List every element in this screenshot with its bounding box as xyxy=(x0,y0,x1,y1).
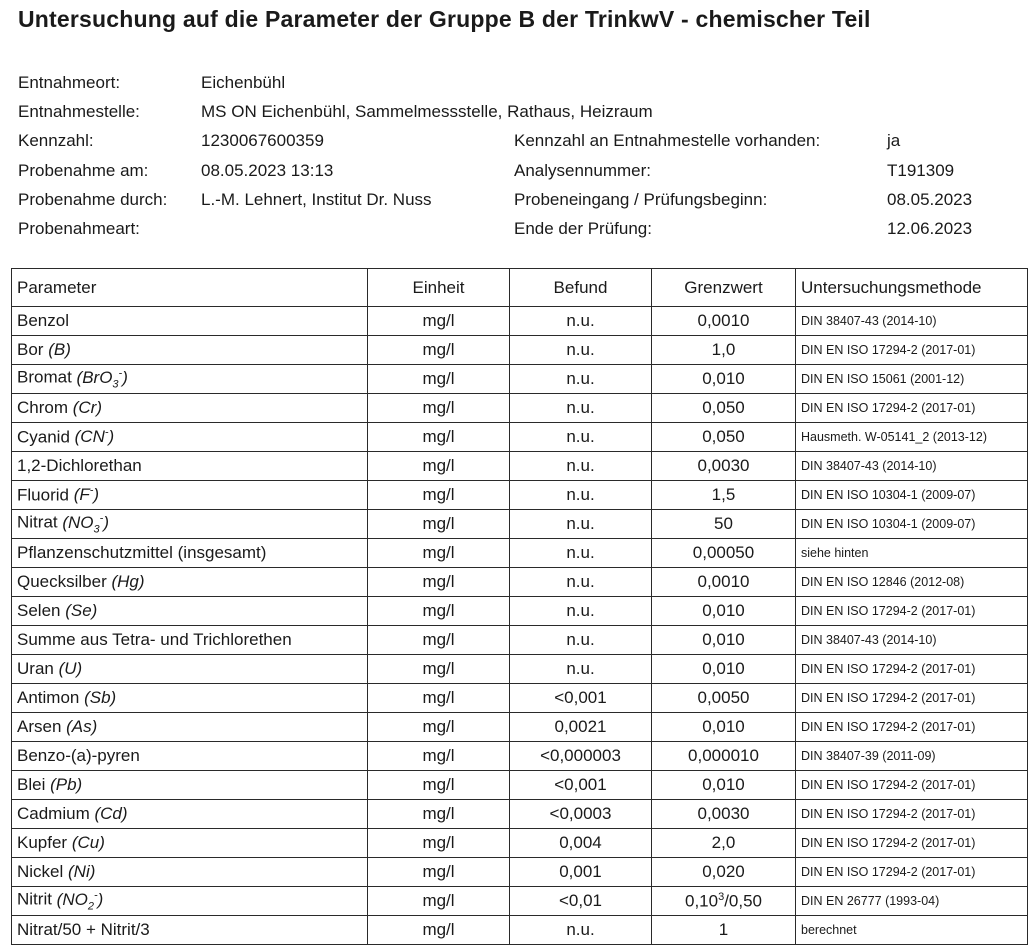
parameter-name: Bor xyxy=(17,340,49,359)
chemical-formula xyxy=(66,717,97,736)
table-row xyxy=(12,568,1028,597)
cell-limit xyxy=(652,742,796,771)
table-row xyxy=(12,365,1028,394)
formula-base: (Ni) xyxy=(68,862,96,881)
formula-base: (Cr) xyxy=(72,398,102,417)
cell-parameter xyxy=(12,568,368,597)
formula-end: ) xyxy=(93,485,100,505)
sample-info-value: 08.05.2023 xyxy=(887,189,973,209)
cell-result: 0,004 xyxy=(510,829,652,858)
formula-base: (B) xyxy=(48,340,71,359)
parameter-name: Pflanzenschutzmittel (insgesamt) xyxy=(17,543,267,562)
table-row xyxy=(12,539,1028,568)
cell-method: DIN EN ISO 17294-2 (2017-01) xyxy=(796,771,1028,800)
cell-unit: mg/l xyxy=(368,626,510,655)
formula-base: (NO xyxy=(56,890,88,910)
formula-superscript: - xyxy=(89,484,94,497)
limit-value: 0,010 xyxy=(702,630,745,649)
cell-unit: mg/l xyxy=(368,336,510,365)
cell-limit xyxy=(652,307,796,336)
cell-method: DIN EN ISO 17294-2 (2017-01) xyxy=(796,684,1028,713)
cell-method: DIN 38407-43 (2014-10) xyxy=(796,626,1028,655)
chemical-formula xyxy=(73,398,102,417)
cell-result: n.u. xyxy=(510,481,652,510)
cell-limit xyxy=(652,336,796,365)
parameter-name: Nitrat xyxy=(17,513,63,533)
parameter-name: Arsen xyxy=(17,717,67,736)
cell-limit xyxy=(652,713,796,742)
parameter-name: Fluorid xyxy=(17,485,74,505)
sample-info-label: Kennzahl: xyxy=(18,131,94,151)
cell-method: DIN EN ISO 17294-2 (2017-01) xyxy=(796,713,1028,742)
chemical-formula xyxy=(56,889,104,913)
cell-unit: mg/l xyxy=(368,307,510,336)
table-header-row xyxy=(12,269,1028,307)
table-row xyxy=(12,394,1028,423)
sample-info-row xyxy=(18,68,1018,97)
cell-limit xyxy=(652,684,796,713)
cell-limit xyxy=(652,829,796,858)
cell-unit: mg/l xyxy=(368,916,510,945)
formula-base: (BrO xyxy=(76,368,113,388)
cell-parameter xyxy=(12,829,368,858)
cell-limit xyxy=(652,655,796,684)
cell-parameter xyxy=(12,771,368,800)
formula-subscript: 3 xyxy=(93,523,100,536)
limit-value: 50 xyxy=(714,514,733,533)
parameter-name: Nitrit xyxy=(17,890,57,910)
sample-info-label: Probeneingang / Prüfungsbeginn: xyxy=(514,189,768,209)
cell-method: DIN EN ISO 17294-2 (2017-01) xyxy=(796,858,1028,887)
limit-value: 0,0010 xyxy=(697,311,750,330)
page-title: Untersuchung auf die Parameter der Gruppe B der TrinkwV - chemischer Teil xyxy=(18,6,871,32)
limit-value: 0,0010 xyxy=(697,572,750,591)
cell-parameter xyxy=(12,336,368,365)
formula-base: (NO xyxy=(62,513,94,533)
limit-value: 0,010 xyxy=(702,601,745,620)
cell-parameter xyxy=(12,510,368,539)
cell-method: DIN EN 26777 (1993-04) xyxy=(796,887,1028,916)
sample-info-value: ja xyxy=(887,131,901,151)
parameter-name: Summe aus Tetra- und Trichlorethen xyxy=(17,630,292,649)
cell-result: n.u. xyxy=(510,394,652,423)
parameter-name: Nickel xyxy=(17,862,69,881)
cell-limit xyxy=(652,481,796,510)
cell-unit: mg/l xyxy=(368,481,510,510)
cell-result: n.u. xyxy=(510,452,652,481)
cell-method: DIN EN ISO 17294-2 (2017-01) xyxy=(796,336,1028,365)
cell-result: <0,001 xyxy=(510,771,652,800)
limit-value: 0,10 xyxy=(684,891,719,911)
sample-info-label: Probenahme durch: xyxy=(18,189,168,209)
formula-superscript: - xyxy=(104,426,109,439)
sample-info-label: Ende der Prüfung: xyxy=(514,218,652,238)
cell-method: siehe hinten xyxy=(796,539,1028,568)
table-row xyxy=(12,597,1028,626)
table-row xyxy=(12,307,1028,336)
cell-unit: mg/l xyxy=(368,771,510,800)
cell-unit: mg/l xyxy=(368,800,510,829)
chemical-formula xyxy=(94,804,127,823)
header-result: Befund xyxy=(510,269,652,307)
limit-value: 0,00050 xyxy=(692,543,755,562)
chemical-formula xyxy=(68,862,95,881)
table-row xyxy=(12,626,1028,655)
cell-limit xyxy=(652,858,796,887)
cell-parameter xyxy=(12,307,368,336)
formula-end: ) xyxy=(97,890,104,910)
limit-value: 0,000010 xyxy=(688,746,759,765)
sample-info xyxy=(18,68,1018,243)
parameter-name: Blei xyxy=(17,775,51,794)
limit-value: 0,020 xyxy=(702,862,745,881)
sample-info-value: MS ON Eichenbühl, Sammelmessstelle, Rathaus, Heizraum xyxy=(201,102,653,122)
cell-limit xyxy=(652,887,796,916)
cell-limit xyxy=(652,597,796,626)
cell-parameter xyxy=(12,655,368,684)
formula-superscript: - xyxy=(99,512,104,525)
cell-parameter xyxy=(12,626,368,655)
cell-result: n.u. xyxy=(510,597,652,626)
header-parameter: Parameter xyxy=(12,269,368,307)
parameter-name: Antimon xyxy=(17,688,85,707)
cell-method: DIN EN ISO 17294-2 (2017-01) xyxy=(796,829,1028,858)
cell-result: 0,0021 xyxy=(510,713,652,742)
table-row xyxy=(12,481,1028,510)
cell-result: <0,0003 xyxy=(510,800,652,829)
header-method: Untersuchungsmethode xyxy=(796,269,1028,307)
cell-parameter xyxy=(12,742,368,771)
cell-limit xyxy=(652,423,796,452)
chemical-formula xyxy=(72,833,105,852)
table-row xyxy=(12,510,1028,539)
sample-info-row xyxy=(18,185,1018,214)
cell-method: DIN EN ISO 17294-2 (2017-01) xyxy=(796,800,1028,829)
header-unit: Einheit xyxy=(368,269,510,307)
limit-value: 0,010 xyxy=(702,775,745,794)
table-row xyxy=(12,655,1028,684)
formula-base: (Cu) xyxy=(71,833,105,852)
cell-parameter xyxy=(12,394,368,423)
parameter-name: Chrom xyxy=(17,398,73,417)
cell-limit xyxy=(652,800,796,829)
cell-method: Hausmeth. W-05141_2 (2013-12) xyxy=(796,423,1028,452)
cell-result: n.u. xyxy=(510,568,652,597)
cell-method: DIN EN ISO 10304-1 (2009-07) xyxy=(796,481,1028,510)
limit-value: 0,0030 xyxy=(697,456,750,475)
cell-limit xyxy=(652,539,796,568)
cell-result: 0,001 xyxy=(510,858,652,887)
formula-base: (Sb) xyxy=(84,688,117,707)
parameter-name: Quecksilber xyxy=(17,572,112,591)
cell-result: n.u. xyxy=(510,423,652,452)
parameter-name: Cadmium xyxy=(17,804,95,823)
cell-parameter xyxy=(12,887,368,916)
cell-limit xyxy=(652,916,796,945)
cell-limit xyxy=(652,771,796,800)
table-row xyxy=(12,423,1028,452)
cell-method: DIN 38407-43 (2014-10) xyxy=(796,452,1028,481)
sample-info-value: 08.05.2023 13:13 xyxy=(201,160,334,180)
cell-limit xyxy=(652,394,796,423)
sample-info-value: 1230067600359 xyxy=(201,131,324,151)
sample-info-row xyxy=(18,126,1018,155)
cell-limit xyxy=(652,365,796,394)
cell-unit: mg/l xyxy=(368,597,510,626)
cell-method: DIN EN ISO 12846 (2012-08) xyxy=(796,568,1028,597)
chemical-formula xyxy=(76,367,128,391)
cell-result: n.u. xyxy=(510,307,652,336)
sample-info-value: 12.06.2023 xyxy=(887,218,973,238)
table-row xyxy=(12,829,1028,858)
chemical-formula xyxy=(50,775,82,794)
formula-superscript: - xyxy=(118,367,123,380)
parameter-name: 1,2-Dichlorethan xyxy=(17,456,142,475)
cell-parameter xyxy=(12,452,368,481)
cell-method: berechnet xyxy=(796,916,1028,945)
table-row xyxy=(12,336,1028,365)
limit-value-extra: /0,50 xyxy=(724,891,763,911)
chemical-formula xyxy=(74,485,99,504)
cell-parameter xyxy=(12,916,368,945)
cell-method: DIN EN ISO 17294-2 (2017-01) xyxy=(796,597,1028,626)
limit-value: 0,050 xyxy=(702,398,745,417)
formula-superscript: - xyxy=(93,889,98,902)
cell-result: <0,001 xyxy=(510,684,652,713)
cell-method: DIN EN ISO 10304-1 (2009-07) xyxy=(796,510,1028,539)
limit-value: 1,0 xyxy=(711,340,736,359)
sample-info-value: L.-M. Lehnert, Institut Dr. Nuss xyxy=(201,189,432,209)
table-row xyxy=(12,771,1028,800)
table-row xyxy=(12,684,1028,713)
limit-value: 0,0030 xyxy=(697,804,750,823)
cell-parameter xyxy=(12,684,368,713)
cell-unit: mg/l xyxy=(368,684,510,713)
limit-value: 0,050 xyxy=(702,427,745,446)
cell-result: <0,000003 xyxy=(510,742,652,771)
cell-parameter xyxy=(12,423,368,452)
sample-info-value: T191309 xyxy=(887,160,955,180)
limit-value: 2,0 xyxy=(711,833,736,852)
limit-value: 1 xyxy=(718,920,729,939)
formula-subscript: 2 xyxy=(87,900,94,913)
parameter-name: Benzol xyxy=(17,311,69,330)
limit-value: 0,010 xyxy=(702,369,745,388)
chemical-formula xyxy=(111,572,144,591)
parameter-name: Benzo-(a)-pyren xyxy=(17,746,140,765)
table-row xyxy=(12,452,1028,481)
table-row xyxy=(12,713,1028,742)
formula-base: (Hg) xyxy=(111,572,145,591)
chemical-formula xyxy=(84,688,116,707)
sample-info-label: Entnahmeort: xyxy=(18,73,121,92)
cell-limit xyxy=(652,510,796,539)
cell-unit: mg/l xyxy=(368,887,510,916)
chemical-formula xyxy=(75,427,115,446)
sample-info-label: Analysennummer: xyxy=(514,160,652,180)
cell-method: DIN 38407-43 (2014-10) xyxy=(796,307,1028,336)
formula-base: (U) xyxy=(58,659,83,678)
parameter-name: Nitrat/50 + Nitrit/3 xyxy=(17,920,150,939)
cell-parameter xyxy=(12,858,368,887)
table-row xyxy=(12,742,1028,771)
table-row xyxy=(12,916,1028,945)
sample-info-label: Entnahmestelle: xyxy=(18,102,140,122)
formula-base: (Se) xyxy=(65,601,98,620)
sample-info-row xyxy=(18,156,1018,185)
formula-base: (Cd) xyxy=(94,804,128,823)
formula-base: (Pb) xyxy=(50,775,83,794)
parameter-name: Kupfer xyxy=(17,833,72,852)
cell-result: n.u. xyxy=(510,510,652,539)
cell-unit: mg/l xyxy=(368,423,510,452)
cell-unit: mg/l xyxy=(368,452,510,481)
cell-limit xyxy=(652,626,796,655)
parameter-name: Cyanid xyxy=(17,427,75,447)
cell-parameter xyxy=(12,713,368,742)
cell-parameter xyxy=(12,481,368,510)
limit-value: 0,0050 xyxy=(697,688,750,707)
cell-unit: mg/l xyxy=(368,858,510,887)
cell-result: n.u. xyxy=(510,365,652,394)
formula-base: (F xyxy=(73,485,90,505)
cell-result: n.u. xyxy=(510,626,652,655)
results-table xyxy=(11,268,1028,945)
chemical-formula xyxy=(62,512,109,536)
formula-end: ) xyxy=(108,427,115,447)
cell-result: <0,01 xyxy=(510,887,652,916)
formula-base: (As) xyxy=(66,717,98,736)
sample-info-value: Eichenbühl xyxy=(201,73,286,92)
parameter-name: Bromat xyxy=(17,368,77,388)
cell-unit: mg/l xyxy=(368,655,510,684)
cell-limit xyxy=(652,568,796,597)
chemical-formula xyxy=(65,601,97,620)
formula-end: ) xyxy=(103,513,109,533)
header-limit: Grenzwert xyxy=(652,269,796,307)
limit-value: 1,5 xyxy=(711,485,736,504)
table-row xyxy=(12,887,1028,916)
limit-value: 0,010 xyxy=(702,659,745,678)
cell-unit: mg/l xyxy=(368,713,510,742)
cell-parameter xyxy=(12,539,368,568)
cell-result: n.u. xyxy=(510,539,652,568)
cell-method: DIN EN ISO 17294-2 (2017-01) xyxy=(796,394,1028,423)
sample-info-row xyxy=(18,214,1018,243)
sample-info-row xyxy=(18,97,1018,126)
cell-result: n.u. xyxy=(510,916,652,945)
cell-result: n.u. xyxy=(510,336,652,365)
cell-unit: mg/l xyxy=(368,394,510,423)
chemical-formula xyxy=(59,659,83,678)
cell-result: n.u. xyxy=(510,655,652,684)
formula-base: (CN xyxy=(74,427,105,447)
cell-parameter xyxy=(12,365,368,394)
cell-unit: mg/l xyxy=(368,568,510,597)
cell-limit xyxy=(652,452,796,481)
cell-parameter xyxy=(12,597,368,626)
cell-method: DIN EN ISO 15061 (2001-12) xyxy=(796,365,1028,394)
table-row xyxy=(12,800,1028,829)
cell-unit: mg/l xyxy=(368,539,510,568)
table-row xyxy=(12,858,1028,887)
cell-parameter xyxy=(12,800,368,829)
cell-method: DIN 38407-39 (2011-09) xyxy=(796,742,1028,771)
sample-info-label: Probenahmeart: xyxy=(18,218,140,238)
cell-unit: mg/l xyxy=(368,829,510,858)
chemical-formula xyxy=(48,340,71,359)
sample-info-label: Probenahme am: xyxy=(18,160,149,180)
formula-subscript: 3 xyxy=(112,378,119,391)
parameter-name: Selen xyxy=(17,601,66,620)
cell-unit: mg/l xyxy=(368,510,510,539)
limit-footnote: 3 xyxy=(718,890,725,903)
limit-value: 0,010 xyxy=(702,717,745,736)
cell-method: DIN EN ISO 17294-2 (2017-01) xyxy=(796,655,1028,684)
parameter-name: Uran xyxy=(17,659,59,678)
formula-end: ) xyxy=(122,368,128,388)
cell-unit: mg/l xyxy=(368,742,510,771)
sample-info-label: Kennzahl an Entnahmestelle vorhanden: xyxy=(514,131,821,151)
cell-unit: mg/l xyxy=(368,365,510,394)
